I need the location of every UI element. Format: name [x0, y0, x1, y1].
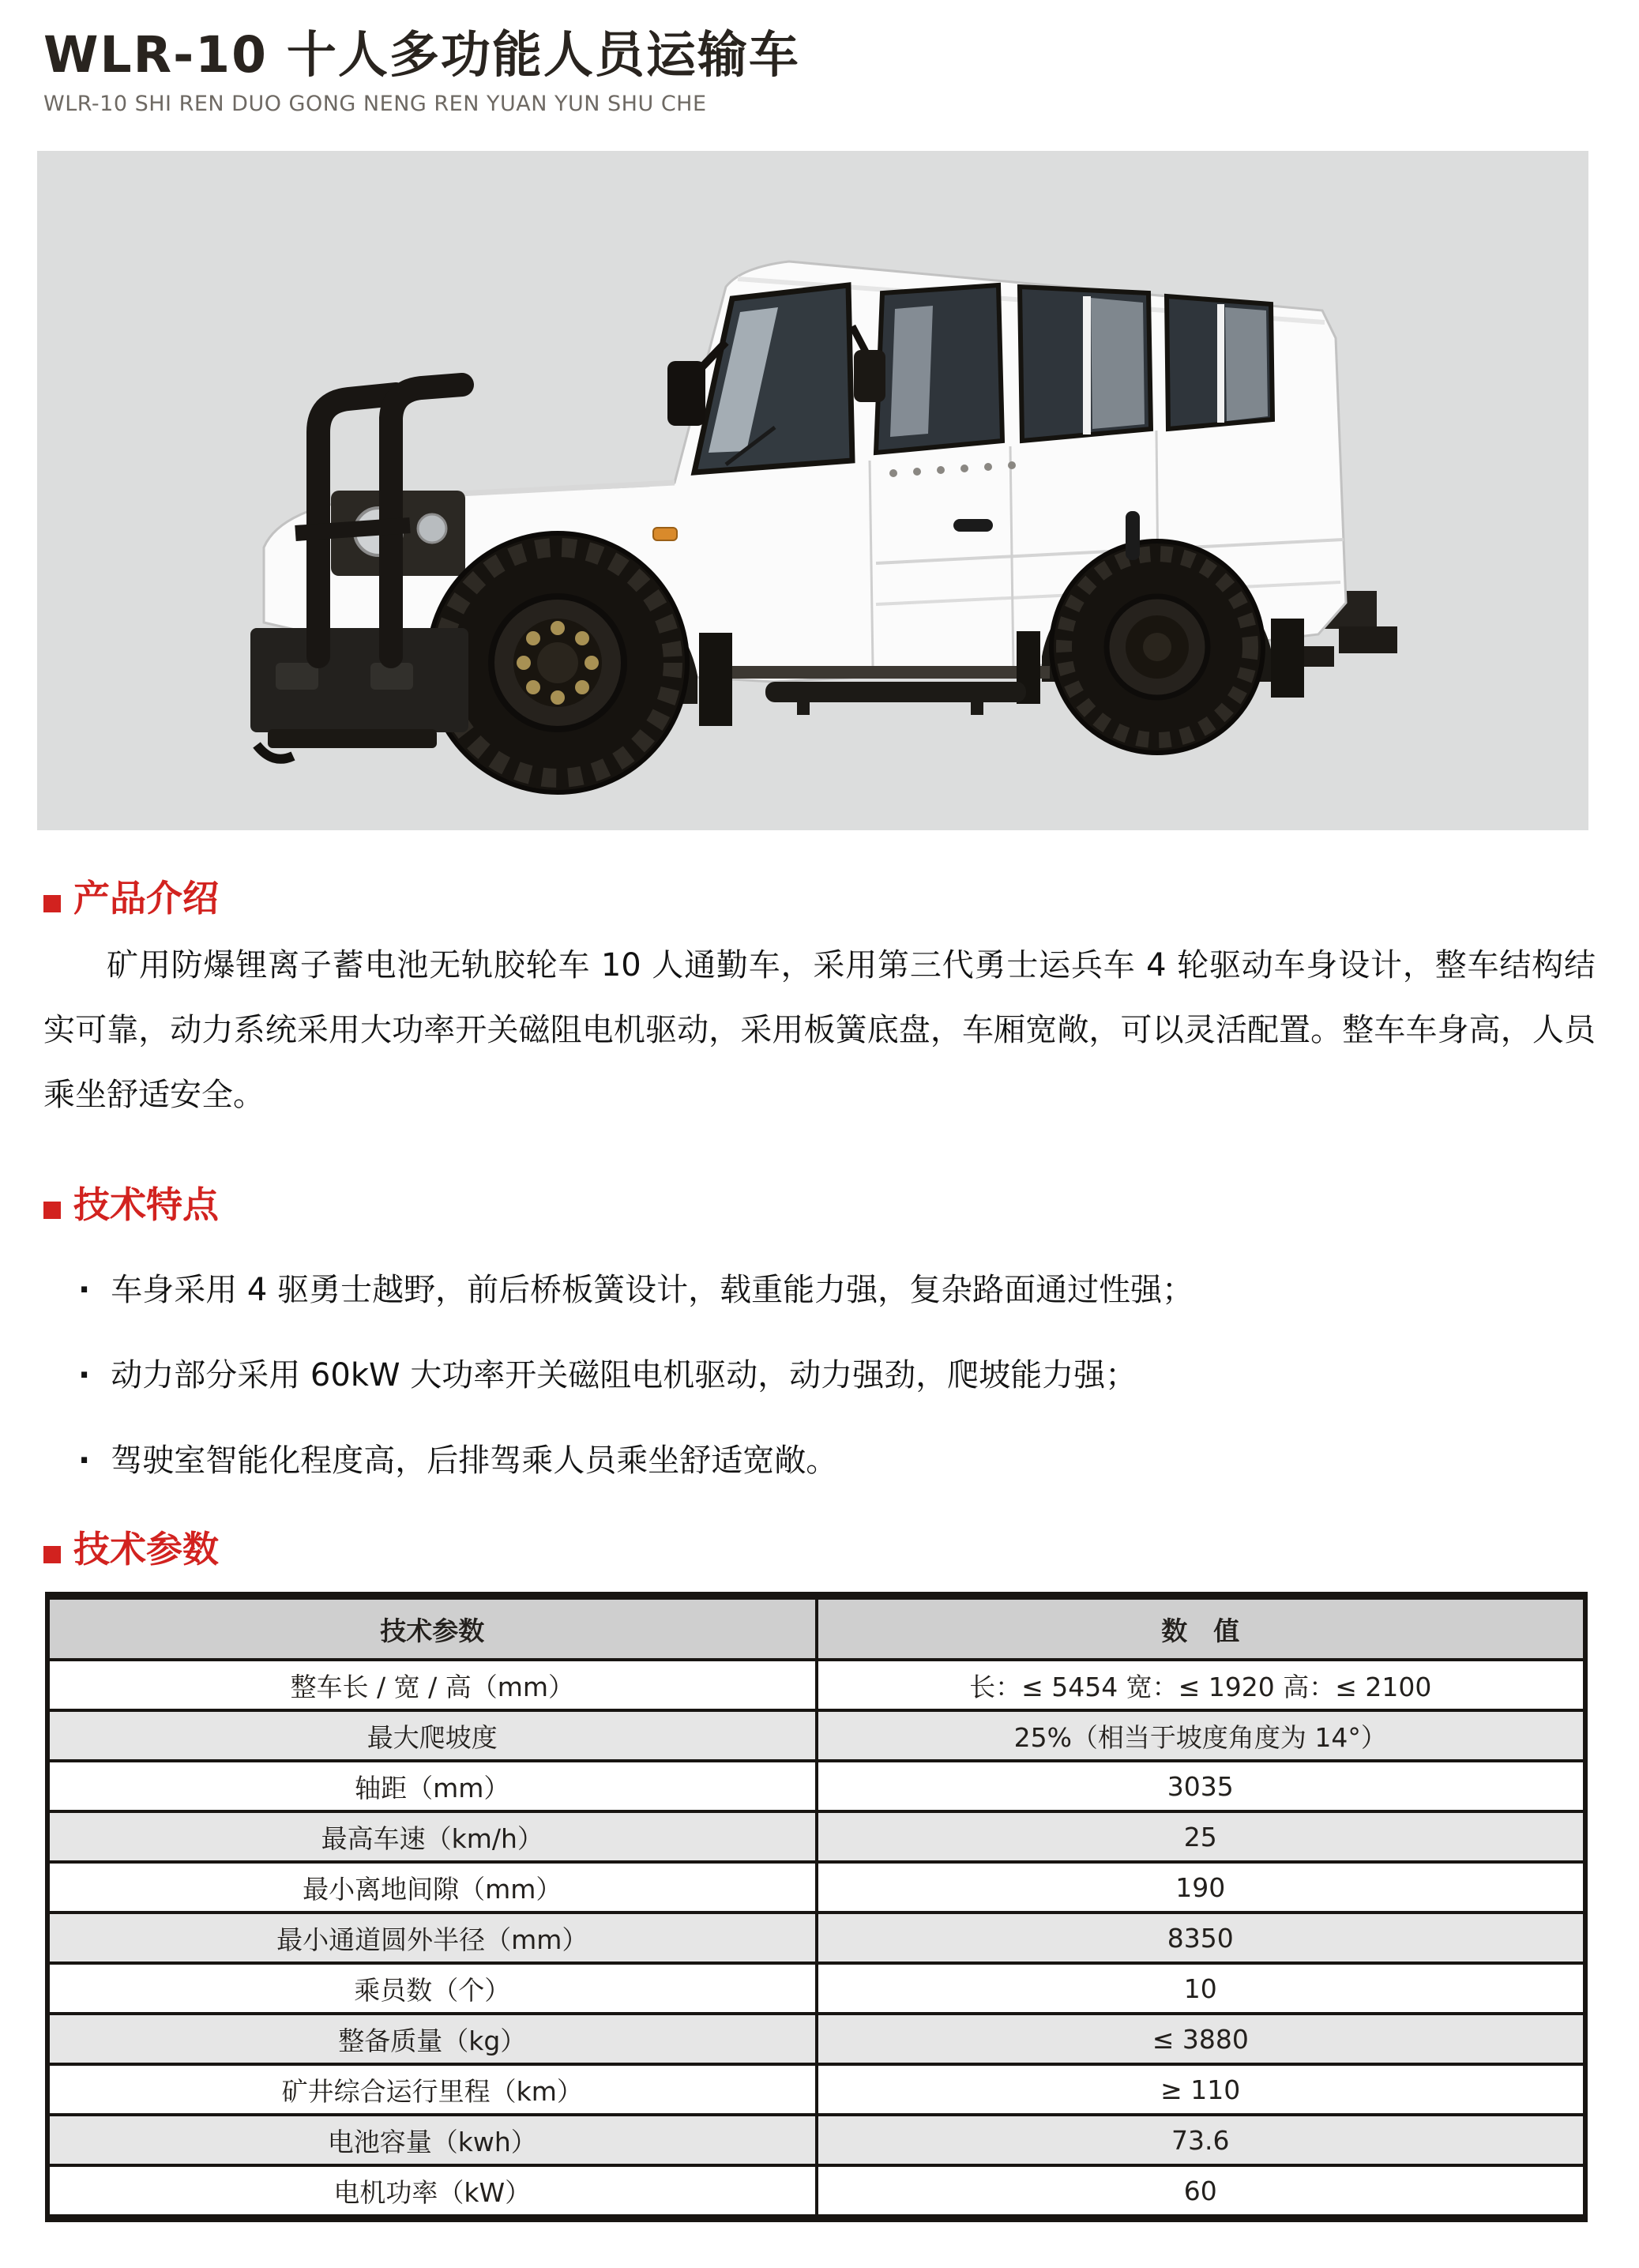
- feature-item: [43, 1353, 1596, 1397]
- param-name-cell: 轴距（mm）: [47, 1761, 817, 1811]
- table-row: [47, 1710, 1585, 1761]
- feature-item: [43, 1268, 1596, 1312]
- table-row: [47, 2014, 1585, 2064]
- table-header-row: [47, 1596, 1585, 1660]
- table-row: [47, 1913, 1585, 1963]
- feature-text: 动力部分采用 60kW 大功率开关磁阻电机驱动，动力强劲，爬坡能力强；: [111, 1357, 1137, 1394]
- section-features-heading: [43, 1183, 1596, 1227]
- section-bullet-icon: [43, 1546, 61, 1563]
- param-name-cell: 最高车速（km/h）: [47, 1811, 817, 1862]
- param-name-cell: 最小离地间隙（mm）: [47, 1862, 817, 1913]
- param-value-cell: 60: [817, 2165, 1586, 2218]
- param-value-cell: 73.6: [817, 2115, 1586, 2165]
- table-row: [47, 1761, 1585, 1811]
- table-row: [47, 2115, 1585, 2165]
- param-value-cell: ≤ 3880: [817, 2014, 1586, 2064]
- param-name-cell: 电池容量（kwh）: [47, 2115, 817, 2165]
- table-row: [47, 2165, 1585, 2218]
- feature-bullet-icon: ·: [78, 1442, 91, 1480]
- param-value-cell: 25%（相当于坡度角度为 14°）: [817, 1710, 1586, 1761]
- col-header-value: 数 值: [817, 1596, 1586, 1660]
- document-header: [0, 0, 1639, 116]
- feature-bullet-icon: ·: [78, 1357, 91, 1394]
- feature-bullet-icon: ·: [78, 1272, 91, 1309]
- param-name-cell: 电机功率（kW）: [47, 2165, 817, 2218]
- param-name-cell: 整车长 / 宽 / 高（mm）: [47, 1660, 817, 1710]
- param-value-cell: 8350: [817, 1913, 1586, 1963]
- param-value-cell: 3035: [817, 1761, 1586, 1811]
- section-bullet-icon: [43, 1202, 61, 1219]
- param-name-cell: 乘员数（个）: [47, 1963, 817, 2014]
- param-value-cell: 10: [817, 1963, 1586, 2014]
- specs-table: [45, 1592, 1588, 2222]
- feature-text: 车身采用 4 驱勇士越野，前后桥板簧设计，载重能力强，复杂路面通过性强；: [111, 1272, 1194, 1309]
- table-row: [47, 1963, 1585, 2014]
- page-title: WLR-10 十人多功能人员运输车: [43, 26, 800, 84]
- param-name-cell: 最小通道圆外半径（mm）: [47, 1913, 817, 1963]
- param-value-cell: 25: [817, 1811, 1586, 1862]
- section-specs-heading: [43, 1527, 1596, 1571]
- vehicle-illustration: [220, 192, 1405, 808]
- feature-text: 驾驶室智能化程度高，后排驾乘人员乘坐舒适宽敞。: [111, 1442, 838, 1480]
- table-row: [47, 1660, 1585, 1710]
- param-value-cell: ≥ 110: [817, 2064, 1586, 2115]
- section-intro-title: 产品介绍: [73, 877, 219, 920]
- table-row: [47, 2064, 1585, 2115]
- param-name-cell: 整备质量（kg）: [47, 2014, 817, 2064]
- table-row: [47, 1862, 1585, 1913]
- col-header-parameter: 技术参数: [47, 1596, 817, 1660]
- section-bullet-icon: [43, 895, 61, 912]
- page-subtitle: WLR-10 SHI REN DUO GONG NENG REN YUAN YUN SHU CHE: [43, 92, 707, 117]
- param-name-cell: 最大爬坡度: [47, 1710, 817, 1761]
- section-features-title: 技术特点: [73, 1183, 219, 1227]
- section-specs-title: 技术参数: [73, 1528, 219, 1571]
- param-name-cell: 矿井综合运行里程（km）: [47, 2064, 817, 2115]
- vehicle-rear-wheel: [1051, 541, 1263, 753]
- vehicle-photo-panel: [37, 151, 1588, 830]
- feature-item: [43, 1439, 1596, 1483]
- intro-paragraph: 矿用防爆锂离子蓄电池无轨胶轮车 10 人通勤车，采用第三代勇士运兵车 4 轮驱动车身设计，整车结构结实可靠，动力系统采用大功率开关磁阻电机驱动，采用板簧底盘，车厢宽敞，可以灵活配置。整车车身高，人员乘坐舒适安全。: [43, 947, 1596, 1114]
- section-intro: [43, 876, 1596, 1127]
- section-specs: [43, 1527, 1596, 1571]
- table-row: [47, 1811, 1585, 1862]
- section-features: [43, 1183, 1596, 1483]
- param-value-cell: 长：≤ 5454 宽：≤ 1920 高：≤ 2100: [817, 1660, 1586, 1710]
- param-value-cell: 190: [817, 1862, 1586, 1913]
- section-intro-heading: [43, 876, 1596, 920]
